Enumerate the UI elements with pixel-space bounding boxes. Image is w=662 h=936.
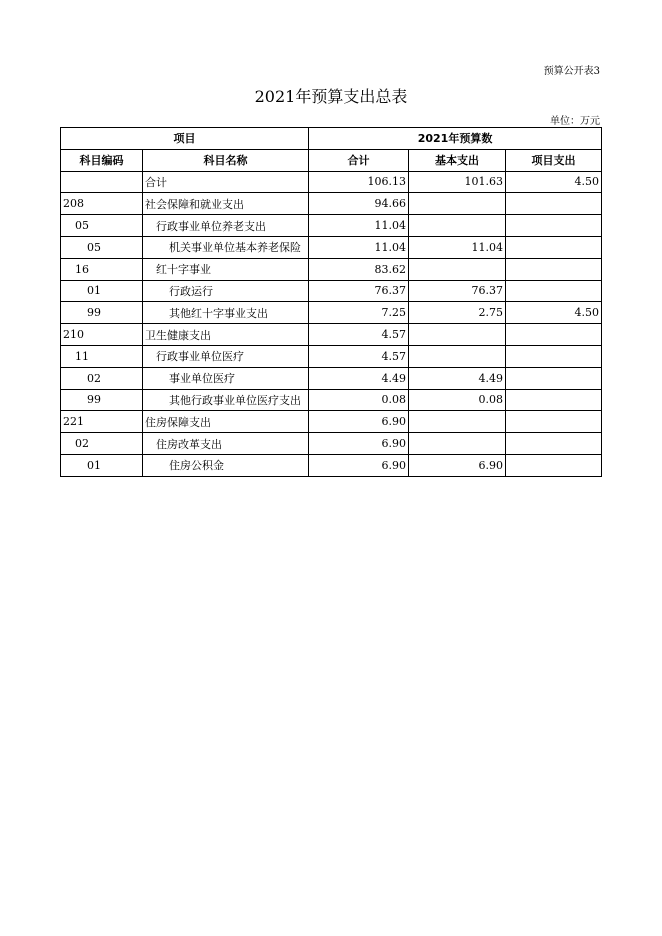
cell-total: 6.90	[309, 433, 409, 455]
cell-total: 6.90	[309, 454, 409, 476]
budget-expenditure-table	[60, 127, 602, 477]
cell-basic	[409, 345, 506, 367]
cell-project	[506, 324, 602, 346]
cell-name: 其他行政事业单位医疗支出	[143, 389, 309, 411]
table-row	[61, 367, 602, 389]
cell-code: 01	[61, 454, 143, 476]
cell-basic: 101.63	[409, 171, 506, 193]
cell-basic	[409, 411, 506, 433]
table-row	[61, 433, 602, 455]
cell-name: 卫生健康支出	[143, 324, 309, 346]
form-number: 预算公开表3	[543, 66, 600, 77]
cell-project	[506, 367, 602, 389]
cell-basic: 0.08	[409, 389, 506, 411]
table-row	[61, 345, 602, 367]
header-basic: 基本支出	[409, 149, 506, 171]
table-row	[61, 258, 602, 280]
cell-name: 住房保障支出	[143, 411, 309, 433]
unit-label: 单位：万元	[550, 116, 600, 127]
cell-total: 76.37	[309, 280, 409, 302]
cell-total: 106.13	[309, 171, 409, 193]
cell-name: 合计	[143, 171, 309, 193]
page-title: 2021年预算支出总表	[254, 87, 408, 106]
cell-basic	[409, 433, 506, 455]
cell-project: 4.50	[506, 302, 602, 324]
cell-basic: 4.49	[409, 367, 506, 389]
table-body	[61, 171, 602, 476]
cell-total: 6.90	[309, 411, 409, 433]
cell-code: 05	[61, 215, 143, 237]
cell-total: 7.25	[309, 302, 409, 324]
cell-project: 4.50	[506, 171, 602, 193]
header-project: 项目	[61, 128, 309, 150]
table-row	[61, 454, 602, 476]
cell-code: 16	[61, 258, 143, 280]
cell-name: 其他红十字事业支出	[143, 302, 309, 324]
cell-code: 11	[61, 345, 143, 367]
cell-basic: 6.90	[409, 454, 506, 476]
cell-project	[506, 433, 602, 455]
cell-total: 4.49	[309, 367, 409, 389]
cell-total: 4.57	[309, 345, 409, 367]
table-row	[61, 302, 602, 324]
cell-project	[506, 411, 602, 433]
cell-basic: 11.04	[409, 236, 506, 258]
cell-total: 4.57	[309, 324, 409, 346]
cell-code: 99	[61, 302, 143, 324]
cell-total: 11.04	[309, 236, 409, 258]
cell-code: 99	[61, 389, 143, 411]
table-row	[61, 215, 602, 237]
header-code: 科目编码	[61, 149, 143, 171]
cell-basic	[409, 215, 506, 237]
table-row	[61, 236, 602, 258]
header-name: 科目名称	[143, 149, 309, 171]
cell-code: 02	[61, 433, 143, 455]
table-row	[61, 193, 602, 215]
header-row-group	[61, 128, 602, 150]
cell-name: 事业单位医疗	[143, 367, 309, 389]
table-row	[61, 389, 602, 411]
cell-name: 红十字事业	[143, 258, 309, 280]
header-project-expenditure: 项目支出	[506, 149, 602, 171]
cell-total: 83.62	[309, 258, 409, 280]
cell-project	[506, 193, 602, 215]
cell-basic: 2.75	[409, 302, 506, 324]
cell-name: 住房改革支出	[143, 433, 309, 455]
cell-name: 行政运行	[143, 280, 309, 302]
cell-name: 行政事业单位养老支出	[143, 215, 309, 237]
cell-project	[506, 280, 602, 302]
header-row-columns	[61, 149, 602, 171]
cell-basic	[409, 258, 506, 280]
cell-name: 社会保障和就业支出	[143, 193, 309, 215]
cell-basic	[409, 324, 506, 346]
cell-code: 02	[61, 367, 143, 389]
cell-total: 11.04	[309, 215, 409, 237]
table-row	[61, 171, 602, 193]
cell-code: 221	[61, 411, 143, 433]
cell-total: 0.08	[309, 389, 409, 411]
cell-basic: 76.37	[409, 280, 506, 302]
cell-code: 210	[61, 324, 143, 346]
cell-code: 05	[61, 236, 143, 258]
header-total: 合计	[309, 149, 409, 171]
table-row	[61, 324, 602, 346]
cell-name: 机关事业单位基本养老保险	[143, 236, 309, 258]
cell-basic	[409, 193, 506, 215]
cell-project	[506, 454, 602, 476]
cell-name: 住房公积金	[143, 454, 309, 476]
header-budget-group: 2021年预算数	[309, 128, 602, 150]
cell-project	[506, 345, 602, 367]
cell-code	[61, 171, 143, 193]
cell-project	[506, 236, 602, 258]
cell-code: 01	[61, 280, 143, 302]
table-row	[61, 411, 602, 433]
cell-code: 208	[61, 193, 143, 215]
cell-project	[506, 389, 602, 411]
cell-project	[506, 215, 602, 237]
cell-project	[506, 258, 602, 280]
table-row	[61, 280, 602, 302]
cell-total: 94.66	[309, 193, 409, 215]
cell-name: 行政事业单位医疗	[143, 345, 309, 367]
